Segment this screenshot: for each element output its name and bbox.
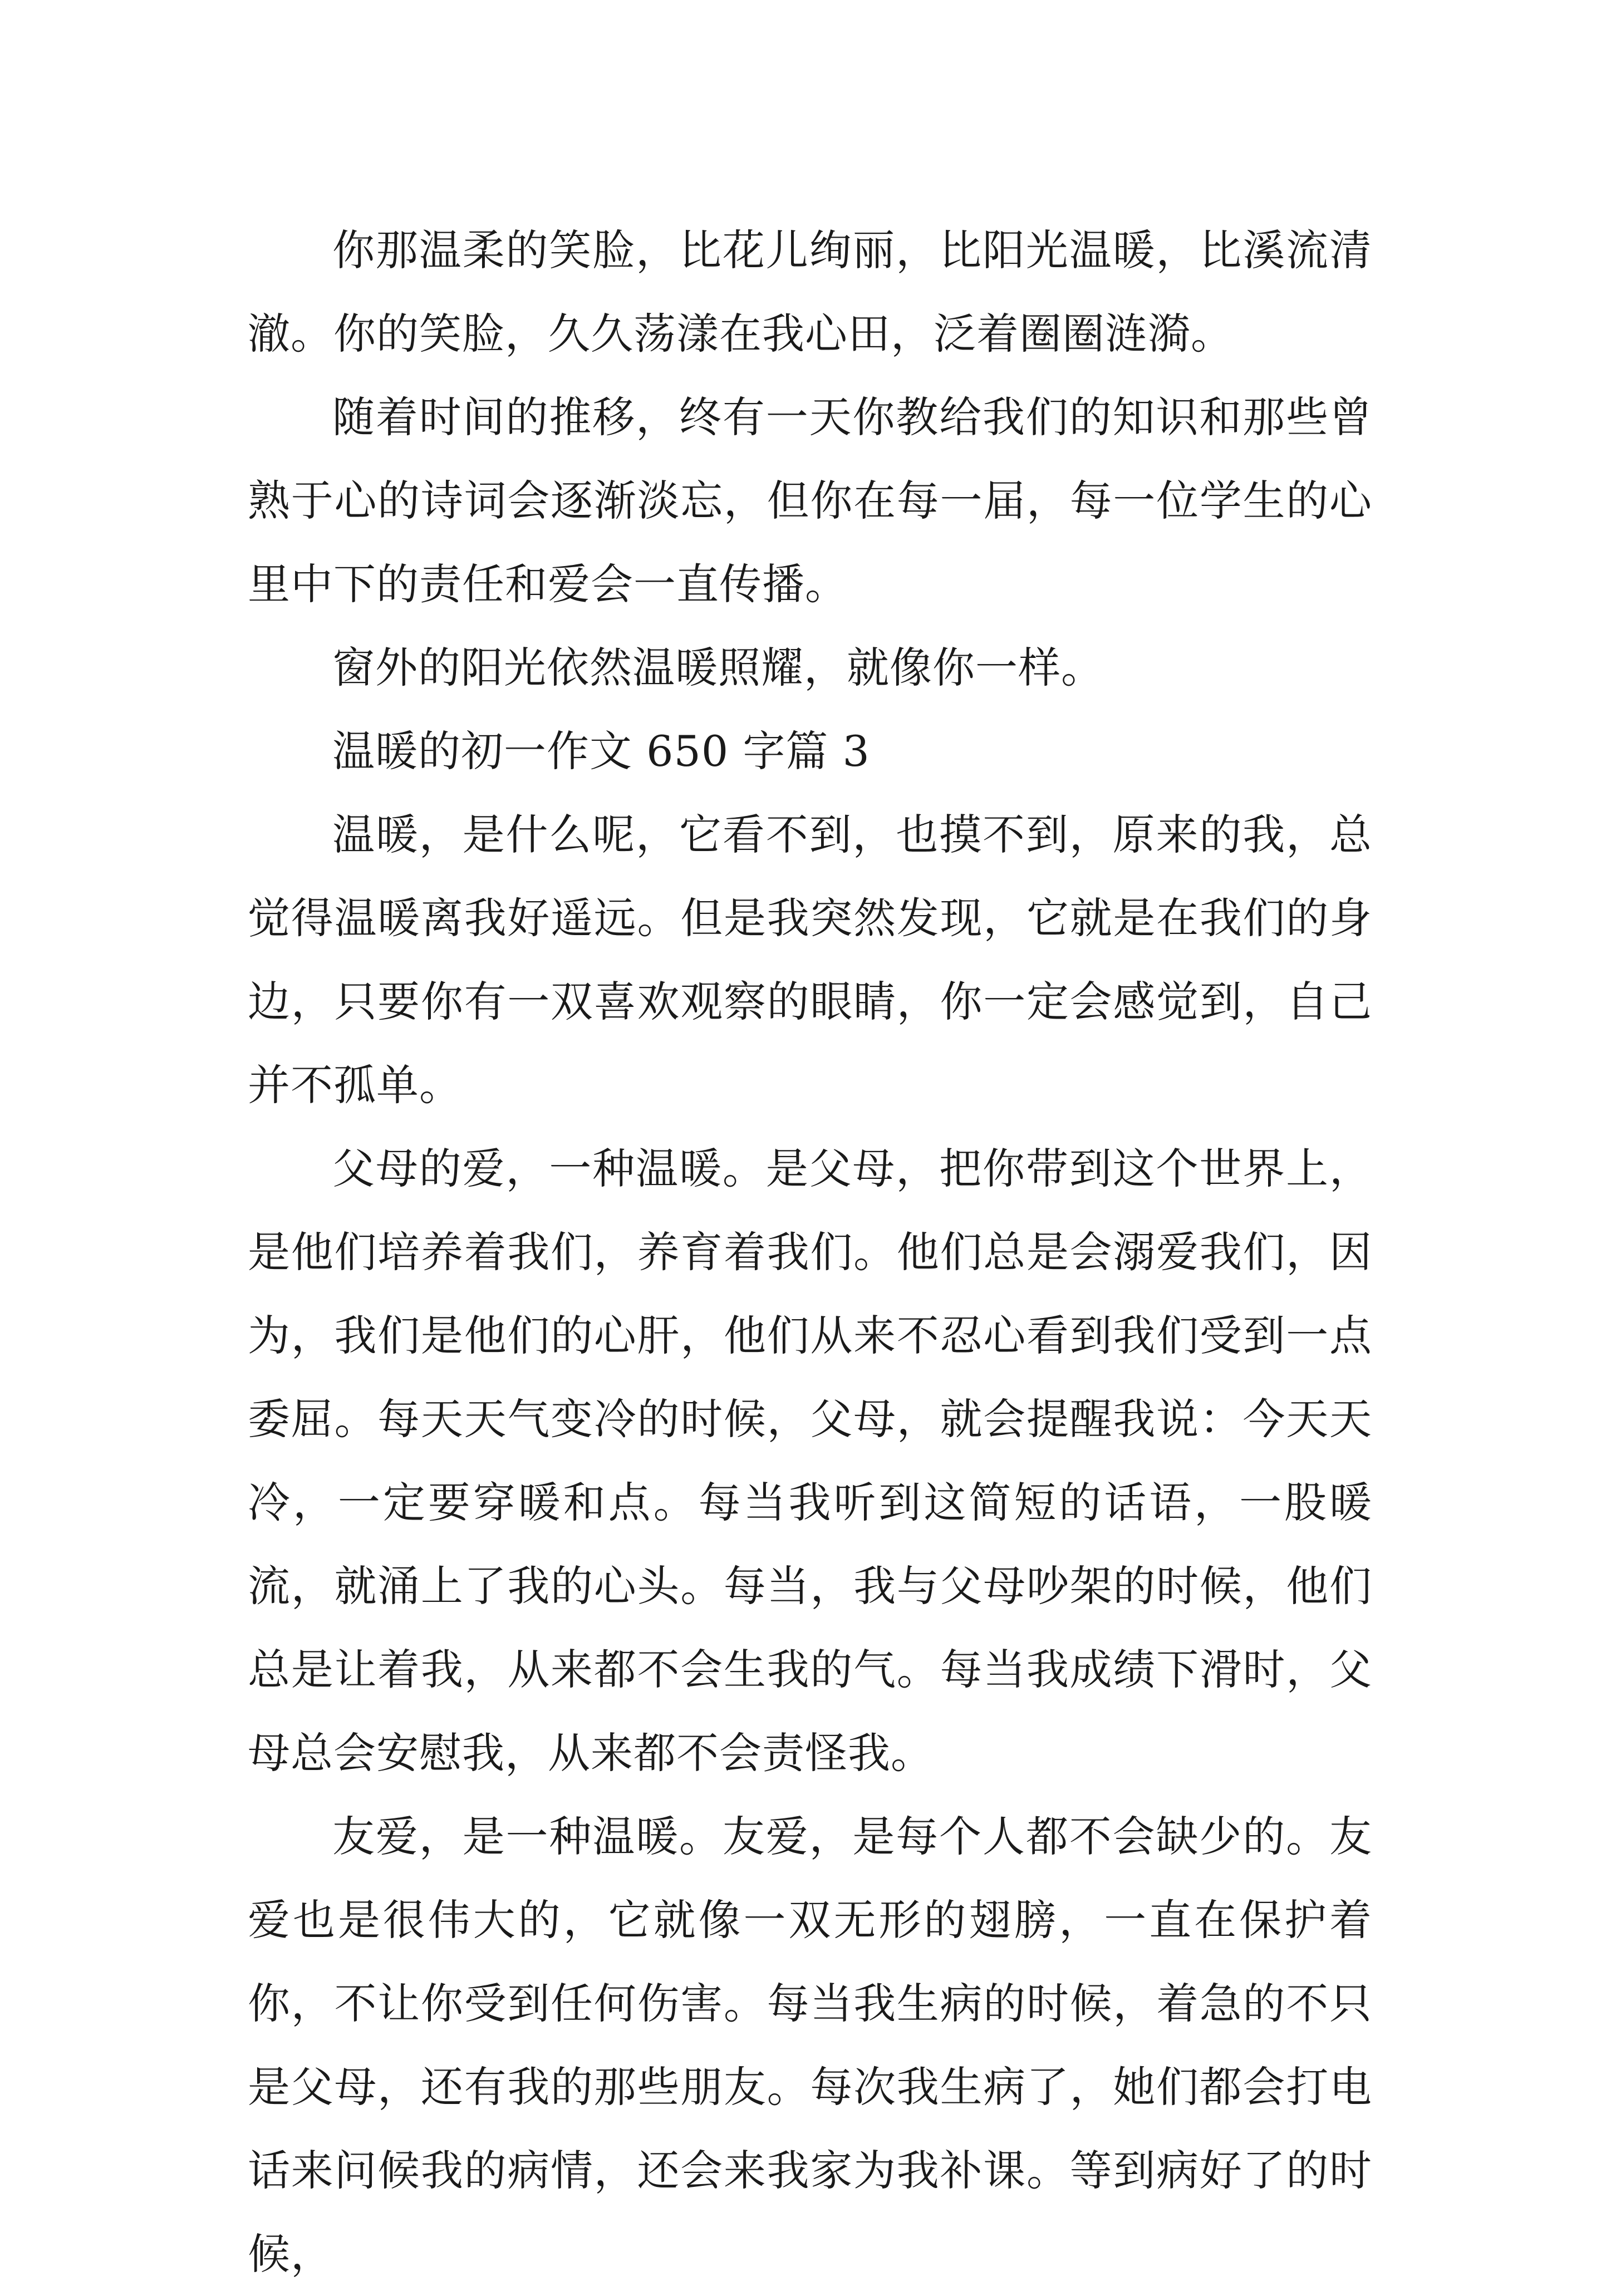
paragraph-friendship: 友爱，是一种温暖。友爱，是每个人都不会缺少的。友爱也是很伟大的，它就像一双无形的翅膀，一直在保护着你，不让你受到任何伤害。每当我生病的时候，着急的不只是父母，还有我的那些朋友。每次我生病了，她们都会打电话来问候我的病情，还会来我家为我补课。等到病好了的时候， bbox=[248, 1812, 1372, 2279]
paragraph-time: 随着时间的推移，终有一天你教给我们的知识和那些曾熟于心的诗词会逐渐淡忘，但你在每一届，每一位学生的心里中下的责任和爱会一直传播。 bbox=[248, 392, 1372, 609]
essay-heading: 温暖的初一作文 650 字篇 3 bbox=[332, 726, 870, 776]
paragraph-smile: 你那温柔的笑脸，比花儿绚丽，比阳光温暖，比溪流清澈。你的笑脸，久久荡漾在我心田，泛着圈圈涟漪。 bbox=[248, 225, 1372, 358]
document-body bbox=[248, 209, 1372, 2296]
paragraph-parents-love: 父母的爱，一种温暖。是父母，把你带到这个世界上，是他们培养着我们，养育着我们。他们总是会溺爱我们，因为，我们是他们的心肝，他们从来不忍心看到我们受到一点委屈。每天天气变冷的时候，父母，就会提醒我说：今天天冷，一定要穿暖和点。每当我听到这简短的话语，一股暖流，就涌上了我的心头。每当，我与父母吵架的时候，他们总是让着我，从来都不会生我的气。每当我成绩下滑时，父母总会安慰我，从来都不会责怪我。 bbox=[248, 1144, 1372, 1778]
paragraph-sunlight: 窗外的阳光依然温暖照耀，就像你一样。 bbox=[332, 643, 1104, 692]
paragraph-warmth-intro: 温暖，是什么呢，它看不到，也摸不到，原来的我，总觉得温暖离我好遥远。但是我突然发现，它就是在我们的身边，只要你有一双喜欢观察的眼睛，你一定会感觉到，自己并不孤单。 bbox=[248, 810, 1372, 1110]
